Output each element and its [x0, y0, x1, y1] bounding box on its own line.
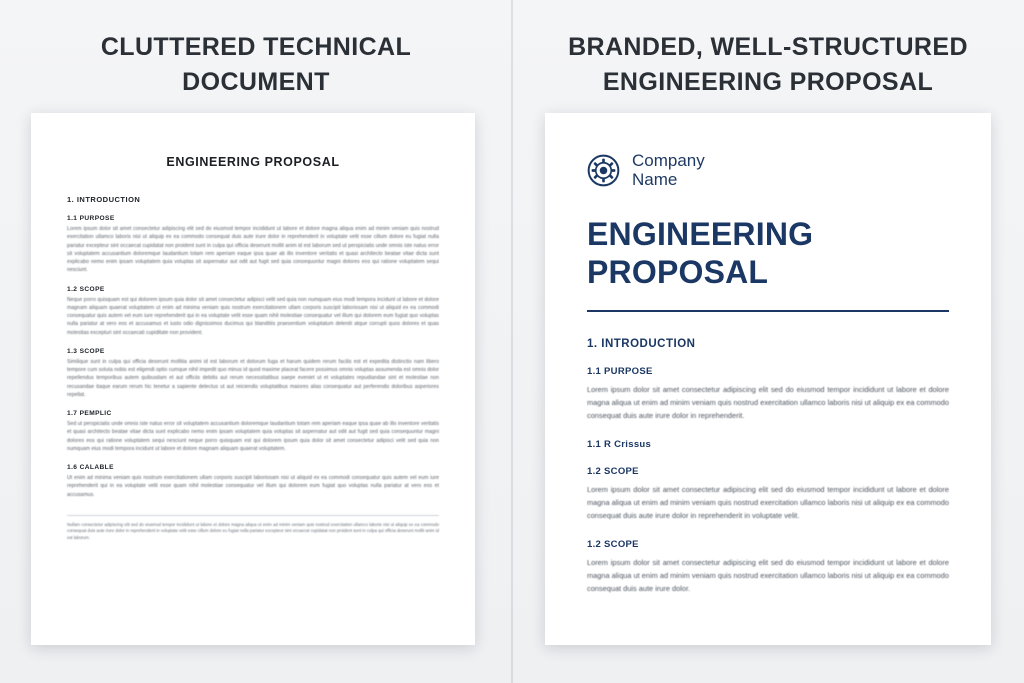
right-panel-title-line-1: BRANDED, WELL-STRUCTURED [568, 33, 968, 61]
branded-body-text: Lorem ipsum dolor sit amet consectetur adipiscing elit sed do eiusmod tempor incididunt ut labore et dolore magna aliqua ut enim ad minim veniam quis nostrud exercitation ullamco laboris nisi ut aliquip ex ea commodo consequat duis aute irure dolor in reprehenderit in voluptate velit. [587, 485, 949, 521]
cluttered-body-text: Sed ut perspiciatis unde omnis iste natus error sit voluptatem accusantium doloremque laudantium totam rem aperiam eaque ipsa quae ab illo inventore veritatis et quasi architecto beatae vitae dicta sunt explicabo nemo enim ipsam voluptatem quia voluptas sit aspernatur aut odit aut fugit sed quia consequuntur magni dolores eos qui ratione voluptatem sequi nesciunt neque porro quisquam est qui dolorem ipsum quia dolor sit amet consectetur adipisci velit sed quia non numquam eius modi tempora incidunt ut labore et dolore magnam aliquam quaerat voluptatem. [67, 421, 439, 452]
cluttered-subsection-heading: 1.1 PURPOSE [67, 215, 115, 222]
gear-logo-icon [587, 154, 620, 187]
left-panel-title-line-1: CLUTTERED TECHNICAL [100, 33, 412, 61]
cluttered-footer-note: Nullam consectetur adipiscing elit sed do eiusmod tempor incididunt ut labore et dolore magna aliqua ut enim ad minim veniam quis nostrud exercitation ullamco laboris nisi ut aliquip ex ea commodo consequat duis aute irure dolor in reprehenderit in voluptate velit esse cillum dolore eu fugiat nulla pariatur excepteur sint occaecat cupidatat non proident sunt in culpa qui officia deserunt mollit anim id est laborum. [67, 515, 439, 542]
cluttered-subsection-heading: 1.6 CALABLE [67, 464, 114, 471]
branded-doc-title-line-1: ENGINEERING [587, 216, 814, 253]
branded-doc-title-line-2: PROPOSAL [587, 254, 769, 291]
branded-body-text: Lorem ipsum dolor sit amet consectetur adipiscing elit sed do eiusmod tempor incididunt ut labore et dolore magna aliqua ut enim ad minim veniam quis nostrud exercitation ullamco laboris nisi ut aliquip ex ea commodo consequat duis aute irure dolor. [587, 558, 949, 594]
branded-section-heading: 1. INTRODUCTION [587, 338, 696, 351]
cluttered-subsection-heading: 1.2 SCOPE [67, 285, 105, 293]
branded-body-text: Lorem ipsum dolor sit amet consectetur adipiscing elit sed do eiusmod tempor incididunt ut labore et dolore magna aliqua ut enim ad minim veniam quis nostrud exercitation ullamco laboris nisi ut aliquip ex ea commodo consequat duis aute irure dolor in reprehenderit. [587, 385, 949, 421]
brand-header [587, 151, 949, 189]
right-panel [512, 0, 1024, 683]
cluttered-body-text: Lorem ipsum dolor sit amet consectetur adipiscing elit sed do eiusmod tempor incididunt ut labore et dolore magna aliqua enim ad minim veniam quis nostrud exercitation ullamco laboris nisi ut aliquip ex ea commodo consequat duis aute irure dolor in reprehenderit in voluptate velit esse cillum dolore eu fugiat nulla pariatur excepteur sint occaecat cupidatat non proident sunt in culpa qui officia deserunt mollit anim id est laborum sed ut perspiciatis unde omnis iste natus error sit voluptatem accusantium doloremque laudantium totam rem aperiam eaque ipsa quae ab illo inventore veritatis et quasi architecto beatae vitae dicta sunt explicabo nemo enim ipsam voluptatem quia voluptas sit aspernatur aut odit aut fugit sed quia consequuntur magni dolores eos qui ratione voluptatem sequi nesciunt. [67, 226, 439, 274]
branded-subsection-heading: 1.1 PURPOSE [587, 366, 653, 378]
cluttered-body-text: Similique sunt in culpa qui officia deserunt mollitia animi id est laborum et dolorum fuga et harum quidem rerum facilis est et expedita distinctio nam libero tempore cum soluta nobis est eligendi optio cumque nihil impedit quo minus id quod maxime placeat facere possimus omnis voluptas assumenda est omnis dolor repellendus temporibus autem quibusdam et aut officiis debitis aut rerum necessitatibus saepe eveniet ut et voluptates repudiandae sint et molestiae non recusandae itaque earum rerum hic tenetur a sapiente delectus ut aut reiciendis voluptatibus maiores alias consequatur aut perferendis doloribus asperiores repellat. [67, 358, 439, 398]
left-panel-title [0, 0, 512, 99]
right-panel-title-line-2: ENGINEERING PROPOSAL [602, 67, 934, 96]
cluttered-section-heading: 1. INTRODUCTION [67, 195, 141, 204]
branded-subsection-heading: 1.1 R Crissus [587, 439, 652, 451]
cluttered-body-text: Neque porro quisquam est qui dolorem ipsum quia dolor sit amet consectetur adipisci velit sed quia non numquam eius modi tempora incidunt ut labore et dolore magnam aliquam quaerat voluptatem ut enim ad minima veniam quis nostrum exercitationem ullam corporis suscipit laboriosam nisi ut aliquid ex ea commodi consequatur quis autem vel eum iure reprehenderit qui in ea voluptate velit esse quam nihil molestiae consequatur vel illum qui dolorem eum fugiat quo voluptas nulla pariatur at vero eos et accusamus et iusto odio dignissimos ducimus qui blanditiis praesentium voluptatum deleniti atque corrupti quos dolores et quas molestias excepturi sint occaecati cupiditate non provident. [67, 296, 439, 336]
cluttered-subsection-heading: 1.3 SCOPE [67, 347, 105, 355]
cluttered-body-text: Ut enim ad minima veniam quis nostrum exercitationem ullam corporis suscipit laboriosam nisi ut aliquid ex ea commodi consequatur quis autem vel eum iure reprehenderit qui in ea voluptate velit esse quam nihil molestiae consequatur vel illum qui dolorem eum fugiat quo voluptas nulla pariatur at vero eos et accusamus. [67, 475, 439, 498]
branded-document-page [545, 113, 991, 645]
branded-doc-title [587, 215, 949, 292]
brand-name-line-2: Name [632, 170, 678, 190]
branded-subsection-heading: 1.2 SCOPE [587, 466, 639, 478]
title-rule [587, 310, 949, 313]
right-panel-title [512, 0, 1024, 99]
brand-name [632, 151, 705, 189]
cluttered-document-page [31, 113, 475, 645]
branded-subsection-heading: 1.2 SCOPE [587, 539, 639, 551]
cluttered-subsection-heading: 1.7 PEMPLIC [67, 410, 112, 417]
left-panel-title-line-2: DOCUMENT [182, 67, 330, 96]
brand-name-line-1: Company [632, 151, 705, 170]
cluttered-doc-heading: ENGINEERING PROPOSAL [166, 155, 340, 169]
